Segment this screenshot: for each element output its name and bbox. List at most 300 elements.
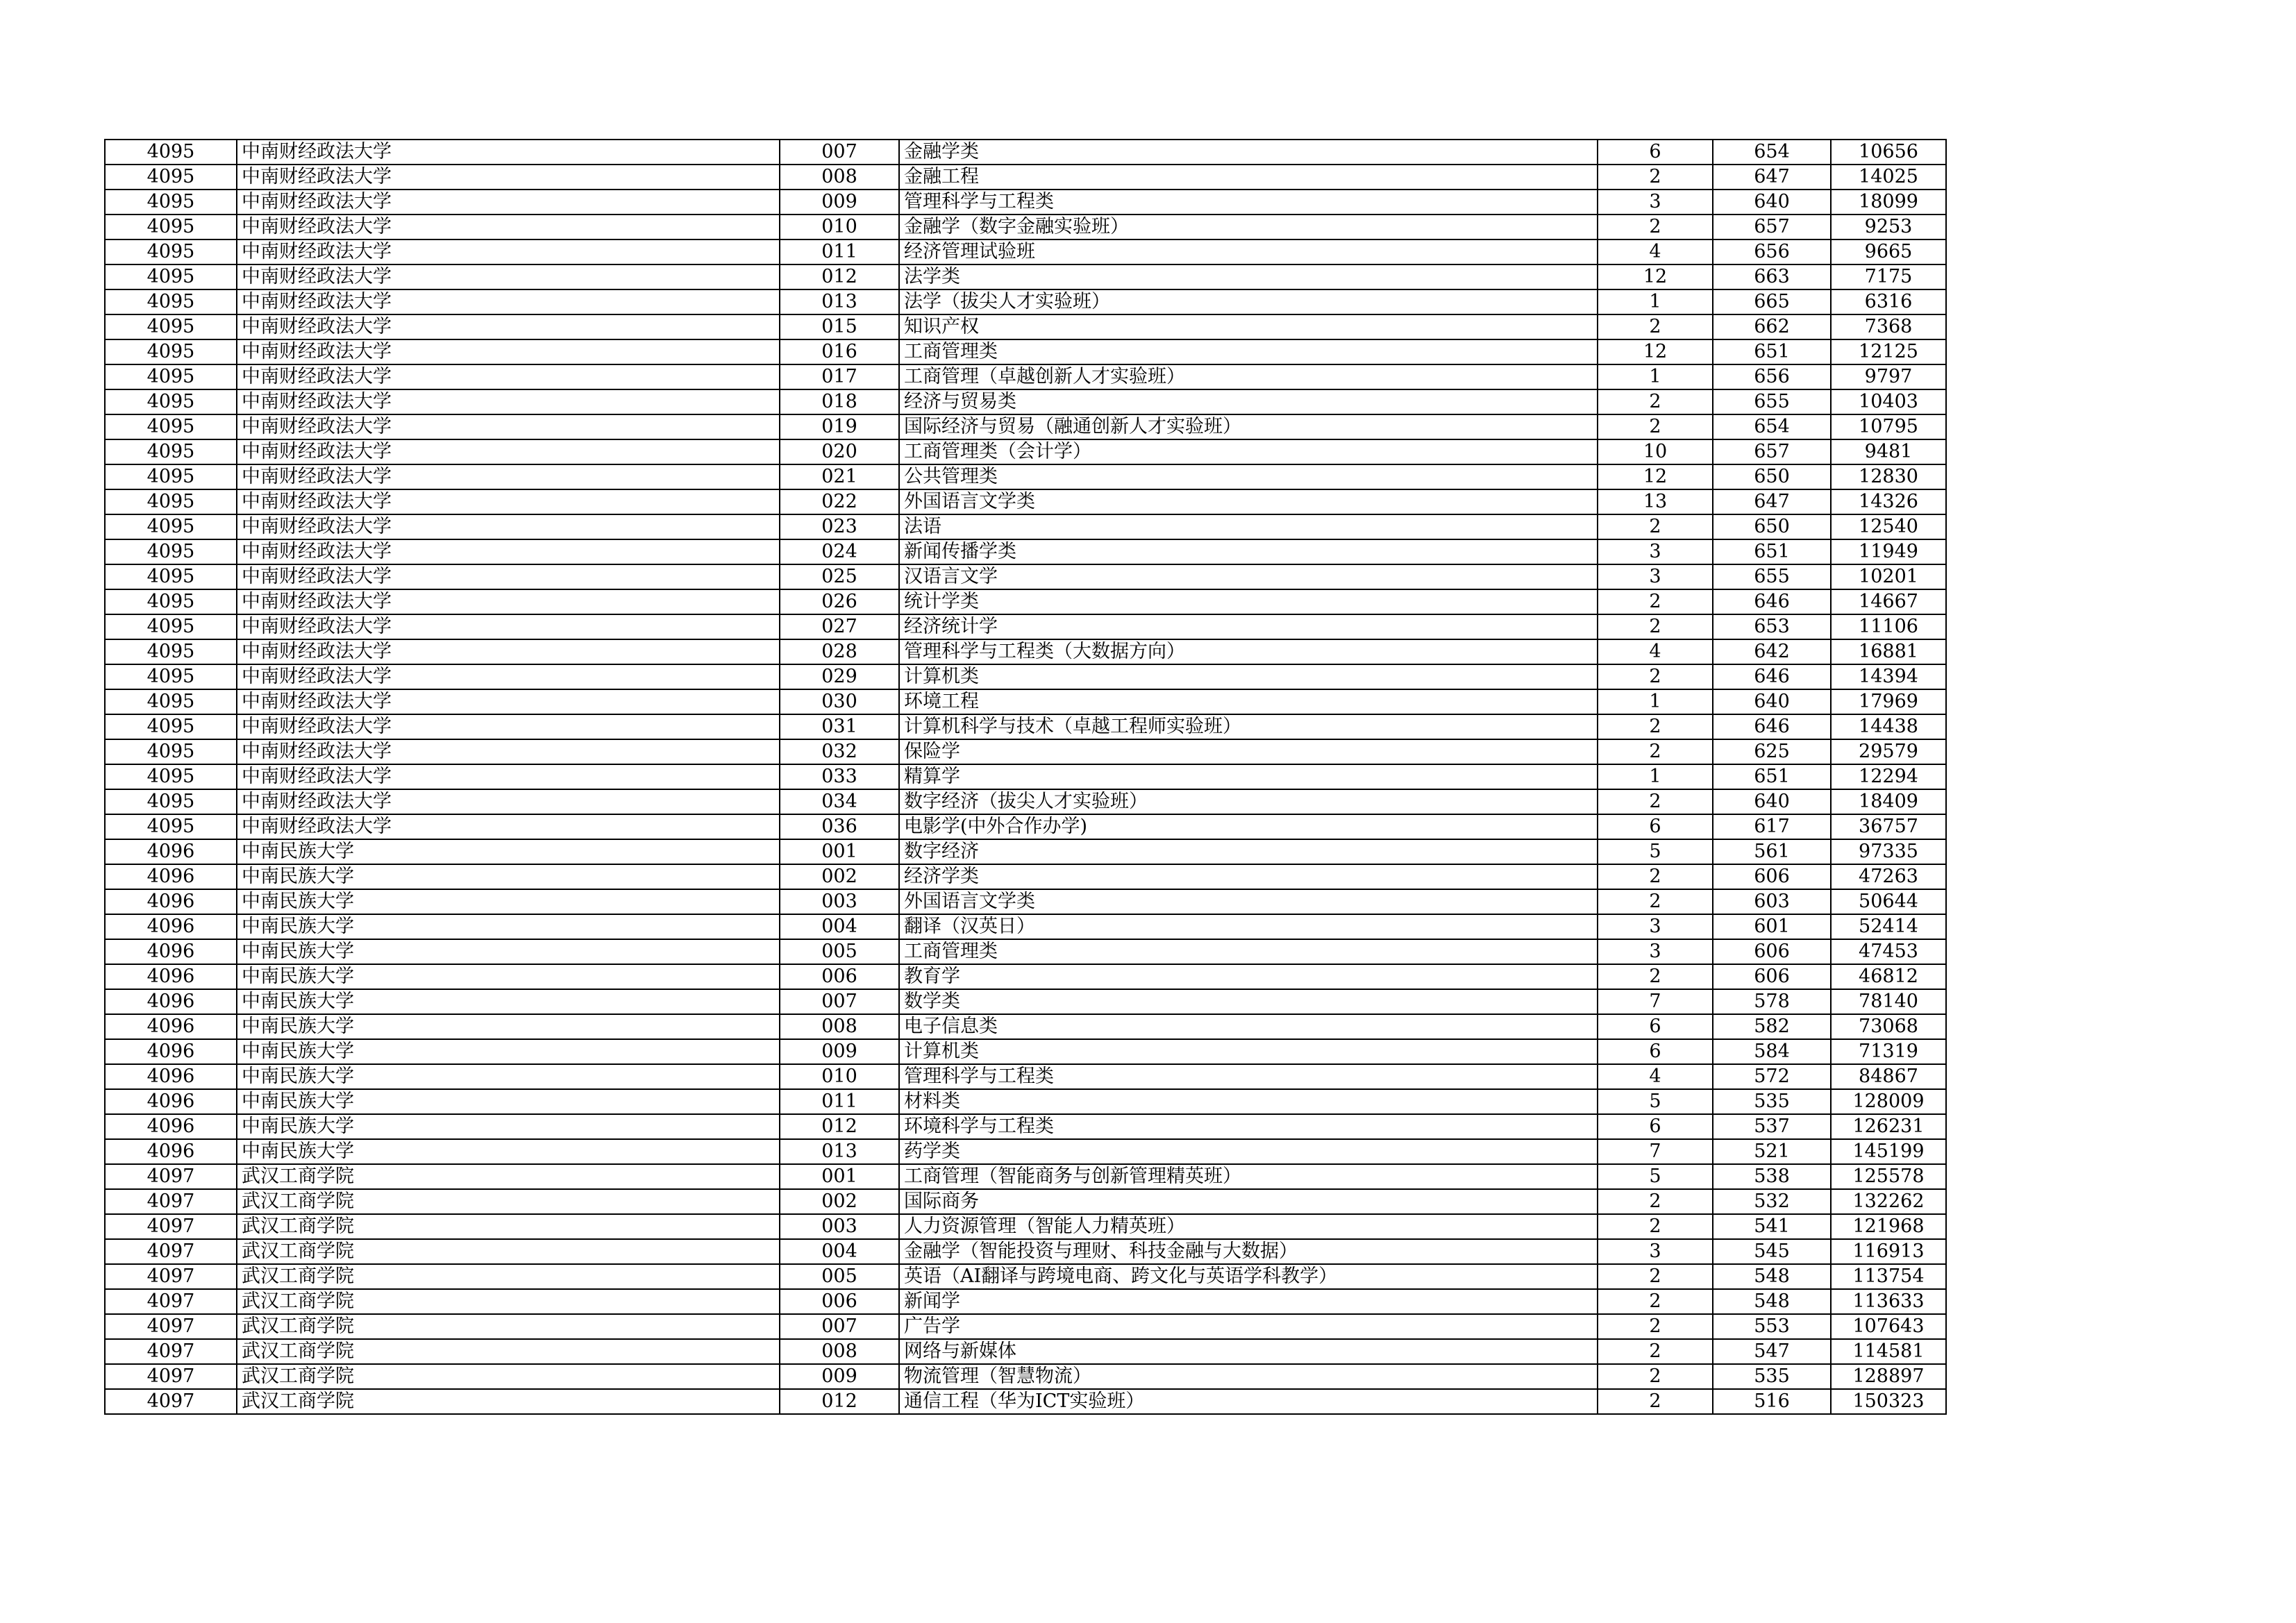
table-row: [105, 190, 1946, 215]
table-row: [105, 414, 1946, 439]
school-code-cell: 4096: [105, 1039, 237, 1064]
plan-count-cell: 6: [1598, 814, 1713, 839]
major-name-cell: 药学类: [899, 1139, 1598, 1164]
major-name-cell: 法学类: [899, 264, 1598, 289]
school-name-cell: 中南财经政法大学: [237, 215, 780, 239]
school-name-cell: 中南民族大学: [237, 1014, 780, 1039]
plan-count-cell: 2: [1598, 614, 1713, 639]
table-row: [105, 964, 1946, 989]
table-row: [105, 1314, 1946, 1339]
min-score-cell: 532: [1713, 1189, 1831, 1214]
major-name-cell: 计算机类: [899, 1039, 1598, 1064]
plan-count-cell: 2: [1598, 1339, 1713, 1364]
school-code-cell: 4095: [105, 464, 237, 489]
major-code-cell: 009: [780, 1364, 899, 1389]
school-name-cell: 中南民族大学: [237, 864, 780, 889]
rank-cell: 128897: [1831, 1364, 1946, 1389]
school-code-cell: 4095: [105, 514, 237, 539]
table-row: [105, 564, 1946, 589]
school-code-cell: 4095: [105, 289, 237, 314]
major-name-cell: 计算机科学与技术（卓越工程师实验班）: [899, 714, 1598, 739]
rank-cell: 36757: [1831, 814, 1946, 839]
major-code-cell: 004: [780, 914, 899, 939]
plan-count-cell: 3: [1598, 564, 1713, 589]
school-code-cell: 4096: [105, 1014, 237, 1039]
min-score-cell: 640: [1713, 689, 1831, 714]
school-code-cell: 4095: [105, 764, 237, 789]
major-name-cell: 工商管理类: [899, 939, 1598, 964]
major-code-cell: 019: [780, 414, 899, 439]
table-row: [105, 639, 1946, 664]
plan-count-cell: 5: [1598, 1164, 1713, 1189]
table-row: [105, 1339, 1946, 1364]
major-name-cell: 经济管理试验班: [899, 239, 1598, 264]
min-score-cell: 663: [1713, 264, 1831, 289]
major-code-cell: 032: [780, 739, 899, 764]
major-code-cell: 005: [780, 1264, 899, 1289]
plan-count-cell: 6: [1598, 140, 1713, 165]
major-code-cell: 012: [780, 264, 899, 289]
plan-count-cell: 3: [1598, 190, 1713, 215]
min-score-cell: 535: [1713, 1364, 1831, 1389]
school-name-cell: 中南民族大学: [237, 1064, 780, 1089]
school-code-cell: 4095: [105, 140, 237, 165]
major-code-cell: 004: [780, 1239, 899, 1264]
plan-count-cell: 3: [1598, 914, 1713, 939]
school-name-cell: 中南民族大学: [237, 1114, 780, 1139]
plan-count-cell: 2: [1598, 789, 1713, 814]
table-row: [105, 389, 1946, 414]
major-code-cell: 009: [780, 1039, 899, 1064]
table-row: [105, 239, 1946, 264]
rank-cell: 113754: [1831, 1264, 1946, 1289]
table-row: [105, 864, 1946, 889]
major-code-cell: 007: [780, 1314, 899, 1339]
rank-cell: 46812: [1831, 964, 1946, 989]
major-code-cell: 023: [780, 514, 899, 539]
school-name-cell: 中南财经政法大学: [237, 614, 780, 639]
table-row: [105, 914, 1946, 939]
major-name-cell: 统计学类: [899, 589, 1598, 614]
major-code-cell: 002: [780, 864, 899, 889]
table-row: [105, 1139, 1946, 1164]
table-row: [105, 1289, 1946, 1314]
major-code-cell: 031: [780, 714, 899, 739]
rank-cell: 126231: [1831, 1114, 1946, 1139]
major-code-cell: 012: [780, 1114, 899, 1139]
min-score-cell: 657: [1713, 215, 1831, 239]
major-name-cell: 翻译（汉英日）: [899, 914, 1598, 939]
table-body: [105, 140, 1946, 1414]
plan-count-cell: 7: [1598, 1139, 1713, 1164]
rank-cell: 12125: [1831, 339, 1946, 364]
table-row: [105, 314, 1946, 339]
school-code-cell: 4096: [105, 1139, 237, 1164]
min-score-cell: 656: [1713, 364, 1831, 389]
school-name-cell: 中南财经政法大学: [237, 165, 780, 190]
major-code-cell: 030: [780, 689, 899, 714]
school-name-cell: 中南财经政法大学: [237, 764, 780, 789]
major-name-cell: 广告学: [899, 1314, 1598, 1339]
rank-cell: 150323: [1831, 1389, 1946, 1414]
major-name-cell: 管理科学与工程类: [899, 190, 1598, 215]
table-row: [105, 764, 1946, 789]
major-name-cell: 国际经济与贸易（融通创新人才实验班）: [899, 414, 1598, 439]
major-name-cell: 英语（AI翻译与跨境电商、跨文化与英语学科教学）: [899, 1264, 1598, 1289]
table-row: [105, 739, 1946, 764]
table-row: [105, 215, 1946, 239]
school-code-cell: 4095: [105, 789, 237, 814]
major-name-cell: 保险学: [899, 739, 1598, 764]
school-name-cell: 中南财经政法大学: [237, 389, 780, 414]
major-name-cell: 管理科学与工程类: [899, 1064, 1598, 1089]
major-name-cell: 新闻传播学类: [899, 539, 1598, 564]
major-name-cell: 物流管理（智慧物流）: [899, 1364, 1598, 1389]
major-code-cell: 007: [780, 140, 899, 165]
plan-count-cell: 7: [1598, 989, 1713, 1014]
min-score-cell: 516: [1713, 1389, 1831, 1414]
table-row: [105, 1214, 1946, 1239]
major-name-cell: 新闻学: [899, 1289, 1598, 1314]
major-code-cell: 008: [780, 1339, 899, 1364]
major-name-cell: 电影学(中外合作办学): [899, 814, 1598, 839]
table-row: [105, 339, 1946, 364]
school-code-cell: 4097: [105, 1314, 237, 1339]
plan-count-cell: 3: [1598, 539, 1713, 564]
table-row: [105, 1264, 1946, 1289]
school-code-cell: 4097: [105, 1364, 237, 1389]
rank-cell: 84867: [1831, 1064, 1946, 1089]
major-name-cell: 外国语言文学类: [899, 889, 1598, 914]
school-name-cell: 中南财经政法大学: [237, 689, 780, 714]
rank-cell: 52414: [1831, 914, 1946, 939]
school-name-cell: 中南财经政法大学: [237, 414, 780, 439]
major-code-cell: 003: [780, 889, 899, 914]
major-name-cell: 外国语言文学类: [899, 489, 1598, 514]
school-code-cell: 4096: [105, 989, 237, 1014]
school-name-cell: 中南财经政法大学: [237, 489, 780, 514]
plan-count-cell: 1: [1598, 364, 1713, 389]
plan-count-cell: 2: [1598, 165, 1713, 190]
major-code-cell: 013: [780, 289, 899, 314]
rank-cell: 128009: [1831, 1089, 1946, 1114]
min-score-cell: 537: [1713, 1114, 1831, 1139]
school-name-cell: 中南财经政法大学: [237, 589, 780, 614]
table-row: [105, 1164, 1946, 1189]
school-code-cell: 4095: [105, 564, 237, 589]
school-code-cell: 4095: [105, 364, 237, 389]
min-score-cell: 662: [1713, 314, 1831, 339]
major-code-cell: 027: [780, 614, 899, 639]
rank-cell: 18409: [1831, 789, 1946, 814]
school-name-cell: 武汉工商学院: [237, 1239, 780, 1264]
rank-cell: 11949: [1831, 539, 1946, 564]
school-code-cell: 4095: [105, 664, 237, 689]
school-name-cell: 中南财经政法大学: [237, 439, 780, 464]
major-name-cell: 经济统计学: [899, 614, 1598, 639]
school-code-cell: 4096: [105, 889, 237, 914]
min-score-cell: 646: [1713, 664, 1831, 689]
table-row: [105, 889, 1946, 914]
school-code-cell: 4097: [105, 1214, 237, 1239]
min-score-cell: 601: [1713, 914, 1831, 939]
min-score-cell: 582: [1713, 1014, 1831, 1039]
major-code-cell: 006: [780, 964, 899, 989]
rank-cell: 9253: [1831, 215, 1946, 239]
major-code-cell: 002: [780, 1189, 899, 1214]
plan-count-cell: 2: [1598, 1364, 1713, 1389]
table-row: [105, 464, 1946, 489]
major-code-cell: 013: [780, 1139, 899, 1164]
major-code-cell: 017: [780, 364, 899, 389]
plan-count-cell: 2: [1598, 714, 1713, 739]
plan-count-cell: 2: [1598, 314, 1713, 339]
plan-count-cell: 4: [1598, 239, 1713, 264]
rank-cell: 10403: [1831, 389, 1946, 414]
school-code-cell: 4096: [105, 1064, 237, 1089]
school-name-cell: 中南财经政法大学: [237, 464, 780, 489]
major-name-cell: 国际商务: [899, 1189, 1598, 1214]
plan-count-cell: 2: [1598, 864, 1713, 889]
plan-count-cell: 2: [1598, 1289, 1713, 1314]
rank-cell: 14326: [1831, 489, 1946, 514]
table-row: [105, 714, 1946, 739]
plan-count-cell: 10: [1598, 439, 1713, 464]
school-name-cell: 中南民族大学: [237, 914, 780, 939]
school-name-cell: 中南财经政法大学: [237, 814, 780, 839]
table-row: [105, 589, 1946, 614]
major-code-cell: 025: [780, 564, 899, 589]
min-score-cell: 553: [1713, 1314, 1831, 1339]
rank-cell: 47453: [1831, 939, 1946, 964]
school-code-cell: 4095: [105, 439, 237, 464]
plan-count-cell: 2: [1598, 1264, 1713, 1289]
school-name-cell: 中南财经政法大学: [237, 539, 780, 564]
min-score-cell: 665: [1713, 289, 1831, 314]
major-code-cell: 029: [780, 664, 899, 689]
plan-count-cell: 2: [1598, 1189, 1713, 1214]
major-name-cell: 材料类: [899, 1089, 1598, 1114]
table-row: [105, 664, 1946, 689]
rank-cell: 10795: [1831, 414, 1946, 439]
min-score-cell: 640: [1713, 190, 1831, 215]
plan-count-cell: 2: [1598, 514, 1713, 539]
school-code-cell: 4096: [105, 864, 237, 889]
plan-count-cell: 1: [1598, 289, 1713, 314]
plan-count-cell: 13: [1598, 489, 1713, 514]
major-name-cell: 工商管理（智能商务与创新管理精英班）: [899, 1164, 1598, 1189]
rank-cell: 12294: [1831, 764, 1946, 789]
rank-cell: 7175: [1831, 264, 1946, 289]
rank-cell: 16881: [1831, 639, 1946, 664]
major-name-cell: 管理科学与工程类（大数据方向）: [899, 639, 1598, 664]
rank-cell: 50644: [1831, 889, 1946, 914]
min-score-cell: 625: [1713, 739, 1831, 764]
min-score-cell: 651: [1713, 539, 1831, 564]
school-name-cell: 武汉工商学院: [237, 1364, 780, 1389]
min-score-cell: 548: [1713, 1264, 1831, 1289]
plan-count-cell: 2: [1598, 1314, 1713, 1339]
major-code-cell: 010: [780, 1064, 899, 1089]
major-name-cell: 经济学类: [899, 864, 1598, 889]
table-row: [105, 1239, 1946, 1264]
plan-count-cell: 12: [1598, 339, 1713, 364]
school-code-cell: 4095: [105, 639, 237, 664]
school-code-cell: 4095: [105, 264, 237, 289]
rank-cell: 29579: [1831, 739, 1946, 764]
table-row: [105, 1114, 1946, 1139]
school-code-cell: 4095: [105, 414, 237, 439]
table-row: [105, 814, 1946, 839]
school-name-cell: 中南财经政法大学: [237, 364, 780, 389]
school-name-cell: 中南财经政法大学: [237, 314, 780, 339]
rank-cell: 14394: [1831, 664, 1946, 689]
plan-count-cell: 5: [1598, 1089, 1713, 1114]
school-name-cell: 武汉工商学院: [237, 1189, 780, 1214]
major-name-cell: 计算机类: [899, 664, 1598, 689]
min-score-cell: 650: [1713, 514, 1831, 539]
school-name-cell: 中南财经政法大学: [237, 289, 780, 314]
table-row: [105, 1189, 1946, 1214]
min-score-cell: 541: [1713, 1214, 1831, 1239]
min-score-cell: 640: [1713, 789, 1831, 814]
rank-cell: 14667: [1831, 589, 1946, 614]
school-code-cell: 4096: [105, 1114, 237, 1139]
school-code-cell: 4096: [105, 939, 237, 964]
plan-count-cell: 4: [1598, 1064, 1713, 1089]
major-code-cell: 010: [780, 215, 899, 239]
major-name-cell: 数字经济: [899, 839, 1598, 864]
rank-cell: 10656: [1831, 140, 1946, 165]
min-score-cell: 650: [1713, 464, 1831, 489]
major-code-cell: 009: [780, 190, 899, 215]
school-name-cell: 中南民族大学: [237, 1089, 780, 1114]
rank-cell: 6316: [1831, 289, 1946, 314]
school-code-cell: 4095: [105, 339, 237, 364]
rank-cell: 10201: [1831, 564, 1946, 589]
school-name-cell: 中南财经政法大学: [237, 190, 780, 215]
rank-cell: 132262: [1831, 1189, 1946, 1214]
rank-cell: 73068: [1831, 1014, 1946, 1039]
rank-cell: 7368: [1831, 314, 1946, 339]
major-name-cell: 环境科学与工程类: [899, 1114, 1598, 1139]
rank-cell: 114581: [1831, 1339, 1946, 1364]
major-code-cell: 008: [780, 1014, 899, 1039]
table-row: [105, 689, 1946, 714]
major-name-cell: 汉语言文学: [899, 564, 1598, 589]
min-score-cell: 547: [1713, 1339, 1831, 1364]
major-name-cell: 金融工程: [899, 165, 1598, 190]
plan-count-cell: 2: [1598, 964, 1713, 989]
school-name-cell: 中南财经政法大学: [237, 664, 780, 689]
rank-cell: 78140: [1831, 989, 1946, 1014]
plan-count-cell: 3: [1598, 1239, 1713, 1264]
min-score-cell: 584: [1713, 1039, 1831, 1064]
school-code-cell: 4095: [105, 389, 237, 414]
school-name-cell: 中南民族大学: [237, 1139, 780, 1164]
table-row: [105, 539, 1946, 564]
major-code-cell: 034: [780, 789, 899, 814]
plan-count-cell: 2: [1598, 389, 1713, 414]
school-code-cell: 4096: [105, 1089, 237, 1114]
rank-cell: 11106: [1831, 614, 1946, 639]
major-code-cell: 033: [780, 764, 899, 789]
school-code-cell: 4097: [105, 1389, 237, 1414]
major-name-cell: 人力资源管理（智能人力精英班）: [899, 1214, 1598, 1239]
table-row: [105, 614, 1946, 639]
school-name-cell: 中南财经政法大学: [237, 339, 780, 364]
major-code-cell: 015: [780, 314, 899, 339]
rank-cell: 47263: [1831, 864, 1946, 889]
table-row: [105, 939, 1946, 964]
major-code-cell: 022: [780, 489, 899, 514]
plan-count-cell: 2: [1598, 1389, 1713, 1414]
plan-count-cell: 2: [1598, 664, 1713, 689]
table-row: [105, 1039, 1946, 1064]
plan-count-cell: 2: [1598, 215, 1713, 239]
major-name-cell: 工商管理类: [899, 339, 1598, 364]
school-name-cell: 中南民族大学: [237, 889, 780, 914]
school-code-cell: 4095: [105, 814, 237, 839]
school-code-cell: 4095: [105, 589, 237, 614]
school-code-cell: 4095: [105, 239, 237, 264]
rank-cell: 9797: [1831, 364, 1946, 389]
major-name-cell: 经济与贸易类: [899, 389, 1598, 414]
rank-cell: 97335: [1831, 839, 1946, 864]
major-code-cell: 001: [780, 1164, 899, 1189]
plan-count-cell: 1: [1598, 764, 1713, 789]
school-name-cell: 中南财经政法大学: [237, 739, 780, 764]
school-code-cell: 4095: [105, 614, 237, 639]
plan-count-cell: 1: [1598, 689, 1713, 714]
school-code-cell: 4097: [105, 1239, 237, 1264]
school-name-cell: 中南财经政法大学: [237, 140, 780, 165]
school-name-cell: 中南财经政法大学: [237, 264, 780, 289]
plan-count-cell: 2: [1598, 1214, 1713, 1239]
rank-cell: 12540: [1831, 514, 1946, 539]
school-name-cell: 中南民族大学: [237, 989, 780, 1014]
table-row: [105, 1389, 1946, 1414]
min-score-cell: 646: [1713, 714, 1831, 739]
table-row: [105, 839, 1946, 864]
table-row: [105, 140, 1946, 165]
major-code-cell: 021: [780, 464, 899, 489]
major-code-cell: 005: [780, 939, 899, 964]
plan-count-cell: 4: [1598, 639, 1713, 664]
admission-table: [104, 139, 1947, 1415]
rank-cell: 9665: [1831, 239, 1946, 264]
major-name-cell: 金融学（智能投资与理财、科技金融与大数据）: [899, 1239, 1598, 1264]
min-score-cell: 617: [1713, 814, 1831, 839]
min-score-cell: 606: [1713, 939, 1831, 964]
plan-count-cell: 6: [1598, 1039, 1713, 1064]
major-name-cell: 金融学类: [899, 140, 1598, 165]
min-score-cell: 655: [1713, 389, 1831, 414]
school-name-cell: 武汉工商学院: [237, 1264, 780, 1289]
school-name-cell: 中南财经政法大学: [237, 639, 780, 664]
school-name-cell: 中南财经政法大学: [237, 239, 780, 264]
rank-cell: 113633: [1831, 1289, 1946, 1314]
min-score-cell: 656: [1713, 239, 1831, 264]
table-row: [105, 1014, 1946, 1039]
table-row: [105, 514, 1946, 539]
major-name-cell: 精算学: [899, 764, 1598, 789]
school-name-cell: 中南财经政法大学: [237, 514, 780, 539]
min-score-cell: 654: [1713, 140, 1831, 165]
table-row: [105, 289, 1946, 314]
school-code-cell: 4095: [105, 539, 237, 564]
school-name-cell: 武汉工商学院: [237, 1339, 780, 1364]
